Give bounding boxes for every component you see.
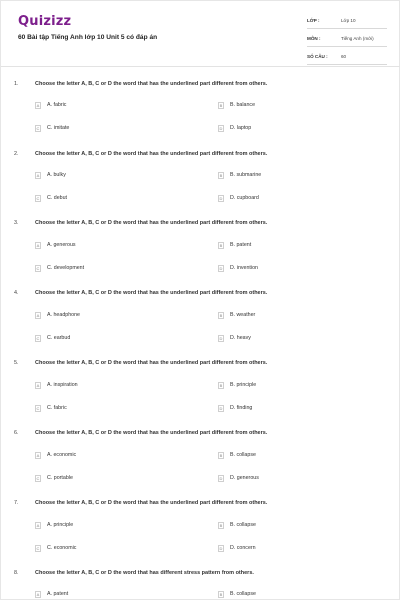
meta-row-subject bbox=[307, 33, 387, 47]
option-letter-box: B bbox=[219, 312, 223, 318]
option-a[interactable] bbox=[35, 381, 78, 389]
meta-row-count bbox=[307, 51, 387, 65]
option-c[interactable] bbox=[35, 194, 67, 202]
option-label: A. patent bbox=[47, 591, 69, 597]
option-b[interactable] bbox=[218, 521, 256, 529]
option-b[interactable] bbox=[218, 381, 256, 389]
question-text: Choose the letter A, B, C or D the word that has the underlined part different from others. bbox=[35, 500, 268, 506]
option-letter-box: D bbox=[219, 265, 223, 271]
question-number: 8. bbox=[14, 570, 19, 576]
option-label: A. generous bbox=[47, 242, 76, 248]
option-d[interactable] bbox=[218, 404, 252, 412]
option-label: C. debut bbox=[47, 195, 68, 201]
option-c[interactable] bbox=[35, 544, 76, 552]
option-letter-box: C bbox=[36, 125, 40, 131]
meta-value: Tiếng Anh (mới) bbox=[341, 36, 374, 41]
meta-row-class bbox=[307, 15, 387, 29]
option-b[interactable] bbox=[218, 101, 255, 109]
option-c[interactable] bbox=[35, 334, 70, 342]
option-letter-box: B bbox=[219, 522, 223, 528]
question-text: Choose the letter A, B, C or D the word that has the underlined part different from others. bbox=[35, 220, 268, 226]
option-letter-box: A bbox=[36, 452, 40, 458]
option-label: C. development bbox=[47, 265, 85, 271]
option-b[interactable] bbox=[218, 590, 256, 598]
option-letter-box: B bbox=[219, 382, 223, 388]
option-label: C. economic bbox=[47, 545, 77, 551]
option-a[interactable] bbox=[35, 101, 66, 109]
option-d[interactable] bbox=[218, 124, 251, 132]
worksheet-meta bbox=[307, 15, 387, 69]
option-label: B. submarine bbox=[230, 172, 262, 178]
option-letter-box: C bbox=[36, 195, 40, 201]
option-label: B. collapse bbox=[230, 591, 256, 597]
option-letter-box: B bbox=[219, 452, 223, 458]
option-letter-box: B bbox=[219, 591, 223, 597]
option-label: C. earbud bbox=[47, 335, 71, 341]
option-label: B. collapse bbox=[230, 452, 256, 458]
option-label: B. patent bbox=[230, 242, 252, 248]
option-label: D. heavy bbox=[230, 335, 251, 341]
header-divider bbox=[1, 66, 400, 67]
question-number: 5. bbox=[14, 360, 19, 366]
option-label: D. cupboard bbox=[230, 195, 259, 201]
option-label: C. imitate bbox=[47, 125, 70, 131]
option-c[interactable] bbox=[35, 474, 73, 482]
worksheet-title: 60 Bài tập Tiếng Anh lớp 10 Unit 5 có đáp án bbox=[18, 34, 158, 41]
option-letter-box: A bbox=[36, 102, 40, 108]
question-number: 6. bbox=[14, 430, 19, 436]
option-letter-box: A bbox=[36, 382, 40, 388]
option-letter-box: C bbox=[36, 265, 40, 271]
option-d[interactable] bbox=[218, 264, 258, 272]
question-text: Choose the letter A, B, C or D the word that has the underlined part different from others. bbox=[35, 360, 268, 366]
option-letter-box: A bbox=[36, 312, 40, 318]
option-d[interactable] bbox=[218, 334, 251, 342]
option-c[interactable] bbox=[35, 264, 84, 272]
option-b[interactable] bbox=[218, 451, 256, 459]
option-label: A. bulky bbox=[47, 172, 66, 178]
option-label: B. weather bbox=[230, 312, 256, 318]
option-letter-box: C bbox=[36, 335, 40, 341]
option-label: D. invention bbox=[230, 265, 258, 271]
question-text: Choose the letter A, B, C or D the word that has the underlined part different from others. bbox=[35, 290, 268, 296]
option-letter-box: B bbox=[219, 102, 223, 108]
option-label: D. concern bbox=[230, 545, 256, 551]
question-number: 1. bbox=[14, 81, 19, 87]
option-letter-box: C bbox=[36, 475, 40, 481]
question-number: 4. bbox=[14, 290, 19, 296]
option-a[interactable] bbox=[35, 311, 80, 319]
option-label: D. laptop bbox=[230, 125, 252, 131]
option-d[interactable] bbox=[218, 544, 256, 552]
option-letter-box: D bbox=[219, 195, 223, 201]
meta-label: SỐ CÂU : bbox=[307, 54, 328, 59]
meta-label: MÔN : bbox=[307, 36, 321, 41]
option-a[interactable] bbox=[35, 241, 76, 249]
option-a[interactable] bbox=[35, 171, 66, 179]
option-label: B. principle bbox=[230, 382, 257, 388]
option-label: A. principle bbox=[47, 522, 74, 528]
question-number: 7. bbox=[14, 500, 19, 506]
meta-label: LỚP : bbox=[307, 18, 320, 23]
option-letter-box: D bbox=[219, 335, 223, 341]
option-letter-box: A bbox=[36, 522, 40, 528]
option-label: D. finding bbox=[230, 405, 253, 411]
question-text: Choose the letter A, B, C or D the word that has the underlined part different from others. bbox=[35, 81, 268, 87]
option-a[interactable] bbox=[35, 590, 68, 598]
option-letter-box: B bbox=[219, 172, 223, 178]
option-c[interactable] bbox=[35, 124, 69, 132]
option-letter-box: A bbox=[36, 591, 40, 597]
option-letter-box: A bbox=[36, 242, 40, 248]
option-b[interactable] bbox=[218, 241, 251, 249]
option-letter-box: C bbox=[36, 545, 40, 551]
option-label: A. inspiration bbox=[47, 382, 78, 388]
option-label: B. collapse bbox=[230, 522, 256, 528]
option-a[interactable] bbox=[35, 521, 73, 529]
option-label: C. fabric bbox=[47, 405, 67, 411]
option-d[interactable] bbox=[218, 474, 259, 482]
question-text: Choose the letter A, B, C or D the word that has different stress pattern from others. bbox=[35, 570, 254, 576]
option-label: A. headphone bbox=[47, 312, 80, 318]
option-label: D. generous bbox=[230, 475, 259, 481]
option-label: B. balance bbox=[230, 102, 256, 108]
option-letter-box: D bbox=[219, 545, 223, 551]
option-c[interactable] bbox=[35, 404, 67, 412]
meta-value: Lớp 10 bbox=[341, 18, 356, 23]
option-b[interactable] bbox=[218, 171, 261, 179]
option-a[interactable] bbox=[35, 451, 76, 459]
question-text: Choose the letter A, B, C or D the word that has the underlined part different from others. bbox=[35, 151, 268, 157]
option-letter-box: B bbox=[219, 242, 223, 248]
option-label: A. economic bbox=[47, 452, 77, 458]
option-b[interactable] bbox=[218, 311, 255, 319]
question-text: Choose the letter A, B, C or D the word that has the underlined part different from others. bbox=[35, 430, 268, 436]
option-letter-box: C bbox=[36, 405, 40, 411]
meta-value: 60 bbox=[341, 54, 347, 59]
option-letter-box: D bbox=[219, 405, 223, 411]
option-letter-box: D bbox=[219, 125, 223, 131]
option-letter-box: D bbox=[219, 475, 223, 481]
quizizz-logo: Quizizz bbox=[18, 14, 72, 29]
question-number: 2. bbox=[14, 151, 19, 157]
option-letter-box: A bbox=[36, 172, 40, 178]
option-d[interactable] bbox=[218, 194, 259, 202]
option-label: C. portable bbox=[47, 475, 73, 481]
question-number: 3. bbox=[14, 220, 19, 226]
option-label: A. fabric bbox=[47, 102, 67, 108]
